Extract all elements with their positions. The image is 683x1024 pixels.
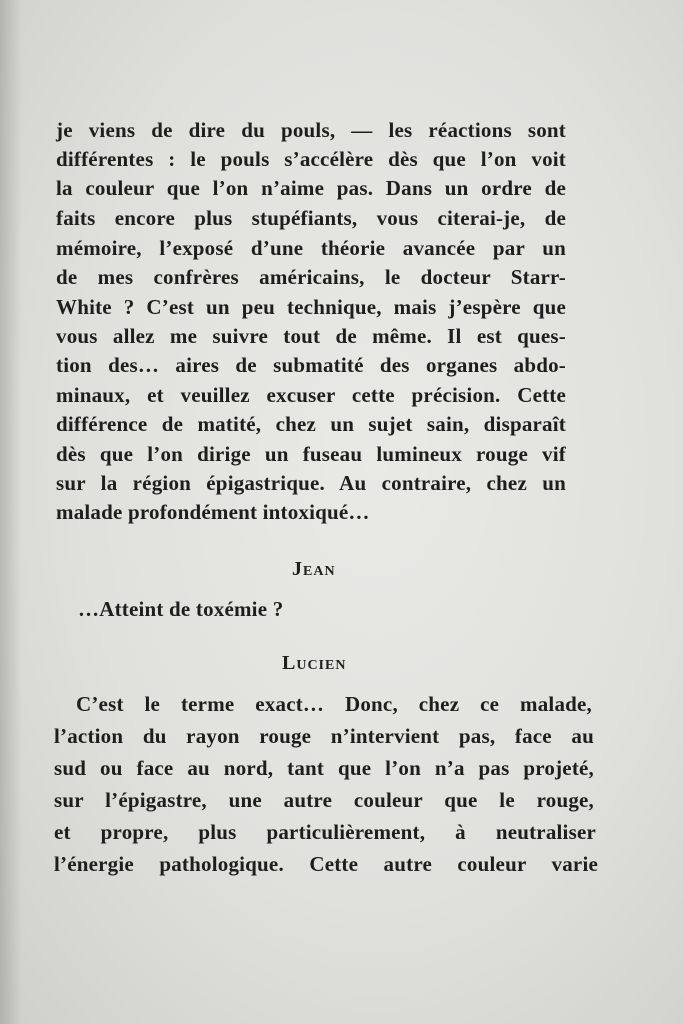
text-line: sud ou face au nord, tant que l’on n’a pas projeté, [54,756,594,780]
text-line: dès que l’on dirige un fuseau lumineux rouge vif [56,442,566,466]
text-line: tion des… aires de submatité des organes abdo- [56,353,566,377]
line-jean [78,597,378,627]
speaker-name-lucien: Lucien [282,652,347,674]
text-line: sur l’épigastre, une autre couleur que le rouge, [54,788,594,812]
text-line: White ? C’est un peu technique, mais j’espère que [56,295,566,319]
text-line: différence de matité, chez un sujet sain, disparaît [56,412,566,436]
text-line: différentes : le pouls s’accélère dès que l’on voit [56,147,566,171]
paragraph-1 [56,118,566,538]
text-line: minaux, et veuillez excuser cette précision. Cette [56,383,566,407]
text-line: vous allez me suivre tout de même. Il est ques- [56,324,566,348]
text-line: faits encore plus stupéfiants, vous citerai-je, de [56,206,566,230]
page-gutter-shadow [0,0,22,1024]
text-line: et propre, plus particulièrement, à neutraliser [54,820,596,844]
text-line: l’énergie pathologique. Cette autre couleur varie [54,852,598,876]
text-line: sur la région épigastrique. Au contraire, chez un [56,471,566,495]
text-line: …Atteint de toxémie ? [78,597,284,621]
text-line: malade profondément intoxiqué… [56,500,370,524]
text-line: C’est le terme exact… Donc, chez ce malade, [76,692,592,716]
text-line: mémoire, l’exposé d’une théorie avancée par un [56,236,566,260]
text-line: je viens de dire du pouls, — les réactions sont [56,118,566,142]
speaker-name-jean: Jean [292,558,336,580]
text-line: de mes confrères américains, le docteur Starr- [56,265,566,289]
paragraph-2 [54,692,598,892]
text-line: la couleur que l’on n’aime pas. Dans un ordre de [56,176,566,200]
text-line: l’action du rayon rouge n’intervient pas, face au [54,724,594,748]
